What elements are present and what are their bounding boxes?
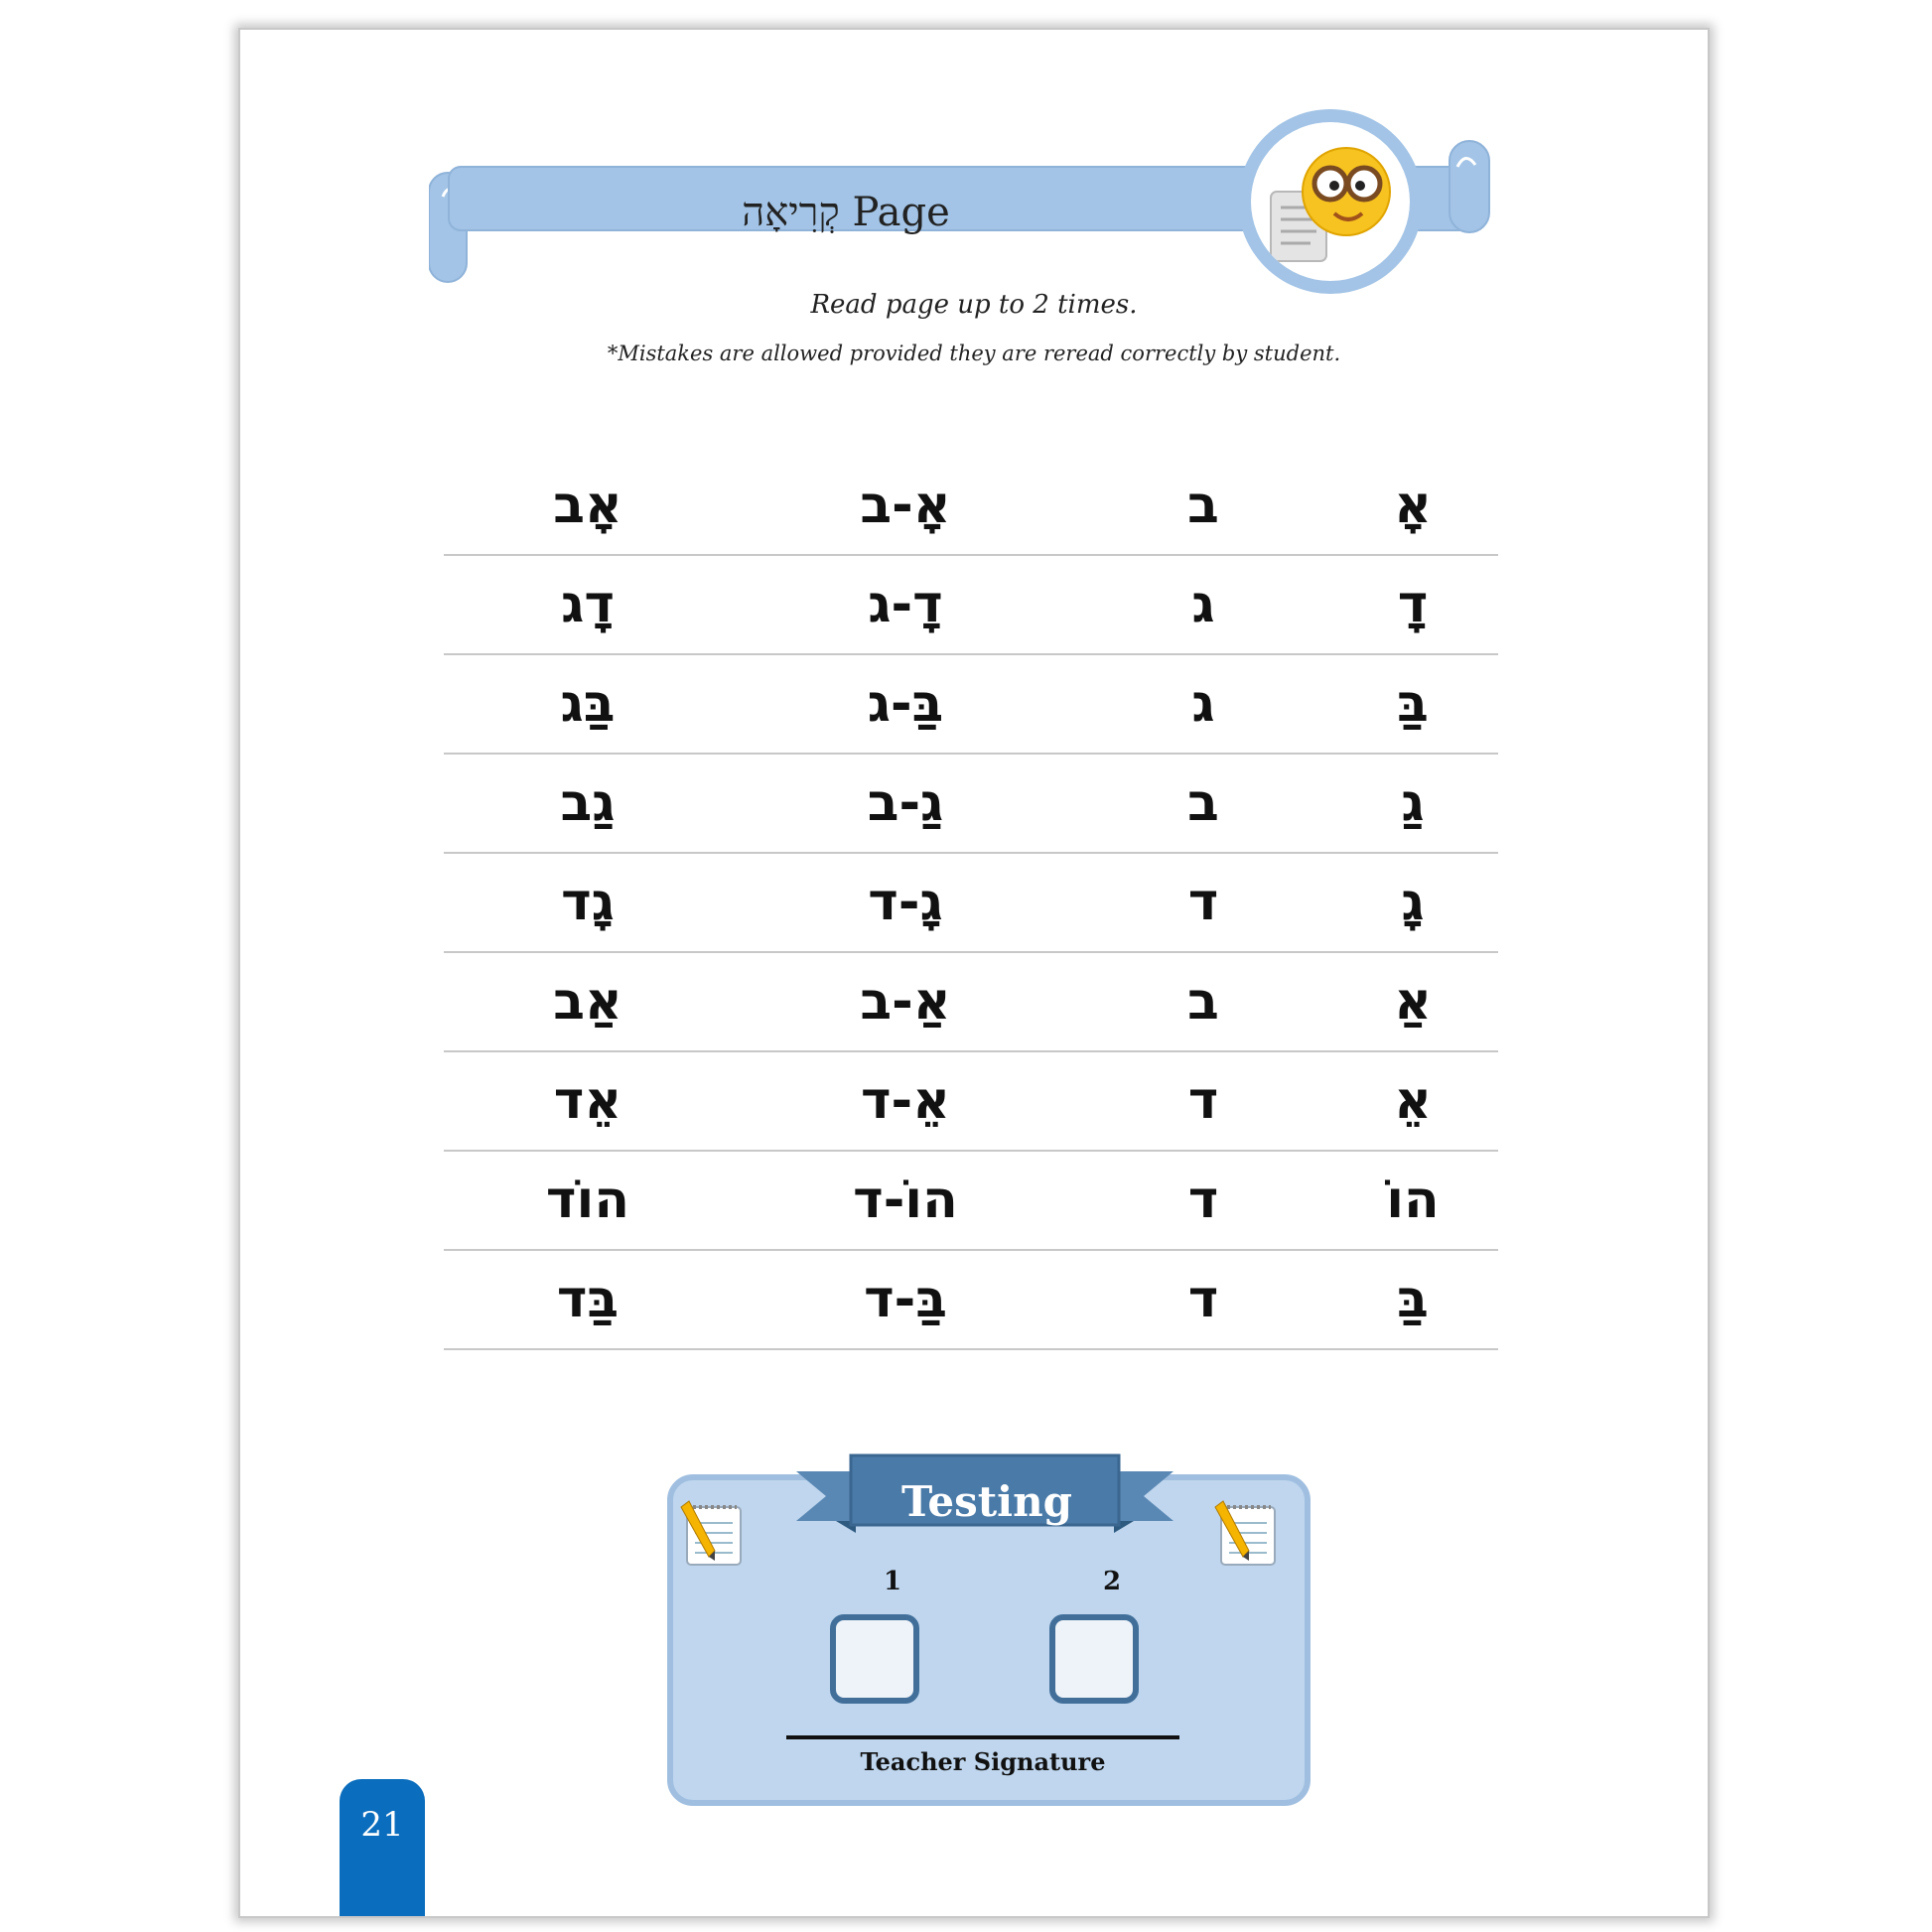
hyphenated-syllable: דָ-ג	[868, 575, 943, 634]
test-2-label: 2	[1102, 1567, 1122, 1596]
hyphenated-syllable: אֵ-ד	[860, 1071, 950, 1131]
table-row	[444, 755, 1498, 854]
second-letter: ד	[1187, 873, 1219, 932]
worksheet-page	[238, 28, 1710, 1918]
signature-label: Teacher Signature	[860, 1747, 1106, 1776]
mistakes-note: *Mistakes are allowed provided they are reread correctly by student.	[607, 342, 1341, 365]
first-letter: אָ	[1394, 476, 1432, 535]
combined-syllable: גָד	[561, 873, 615, 932]
combined-syllable: גַב	[560, 773, 616, 833]
table-row	[444, 854, 1498, 953]
table-row	[444, 655, 1498, 755]
first-letter: בַּ	[1397, 674, 1429, 734]
page-title	[498, 189, 1193, 235]
signature-line[interactable]	[786, 1735, 1179, 1739]
second-letter: ב	[1187, 476, 1219, 535]
reading-table	[444, 457, 1498, 1350]
second-letter: ד	[1187, 1171, 1219, 1230]
first-letter: אֵ	[1394, 1071, 1432, 1131]
combined-syllable: אַב	[553, 972, 622, 1032]
first-letter: גָ	[1401, 873, 1425, 932]
test-2-checkbox[interactable]	[1049, 1614, 1139, 1704]
first-letter: אַ	[1394, 972, 1432, 1032]
hyphenated-syllable: אָ-ב	[860, 476, 951, 535]
combined-syllable: הוֹד	[545, 1171, 630, 1230]
notepad-pencil-icon	[1213, 1499, 1281, 1571]
combined-syllable: אֵד	[553, 1071, 622, 1131]
table-row	[444, 457, 1498, 556]
second-letter: ג	[1191, 674, 1215, 734]
page-number-tab: 21	[340, 1779, 425, 1916]
combined-syllable: בַּג	[560, 674, 616, 734]
page-title-english: Page	[852, 190, 950, 235]
page-title-hebrew: קְרִיאָה	[742, 190, 840, 235]
first-letter: דָ	[1397, 575, 1429, 634]
table-row	[444, 1052, 1498, 1152]
hyphenated-syllable: בַּ-ג	[867, 674, 944, 734]
reading-emblem	[1238, 109, 1423, 294]
instruction-text: Read page up to 2 times.	[810, 290, 1138, 320]
hyphenated-syllable: גַ-ב	[867, 773, 944, 833]
hyphenated-syllable: גָ-ד	[868, 873, 943, 932]
second-letter: ד	[1187, 1071, 1219, 1131]
combined-syllable: דָג	[561, 575, 615, 634]
notepad-pencil-icon	[679, 1499, 747, 1571]
hyphenated-syllable: הוֹ-ד	[853, 1171, 958, 1230]
second-letter: ב	[1187, 972, 1219, 1032]
first-letter: בַּ	[1397, 1270, 1429, 1329]
hyphenated-syllable: אַ-ב	[860, 972, 951, 1032]
first-letter: הוֹ	[1386, 1171, 1440, 1230]
second-letter: ג	[1191, 575, 1215, 634]
hyphenated-syllable: בַּ-ד	[864, 1270, 947, 1329]
test-1-label: 1	[883, 1567, 902, 1596]
table-row	[444, 1152, 1498, 1251]
table-row	[444, 556, 1498, 655]
first-letter: גַ	[1401, 773, 1425, 833]
second-letter: ד	[1187, 1270, 1219, 1329]
combined-syllable: אָב	[553, 476, 622, 535]
second-letter: ב	[1187, 773, 1219, 833]
reading-emoji-icon	[1251, 122, 1410, 281]
table-row	[444, 1251, 1498, 1350]
test-1-checkbox[interactable]	[830, 1614, 919, 1704]
table-row	[444, 953, 1498, 1052]
combined-syllable: בַּד	[556, 1270, 620, 1329]
testing-title: Testing	[900, 1477, 1073, 1526]
